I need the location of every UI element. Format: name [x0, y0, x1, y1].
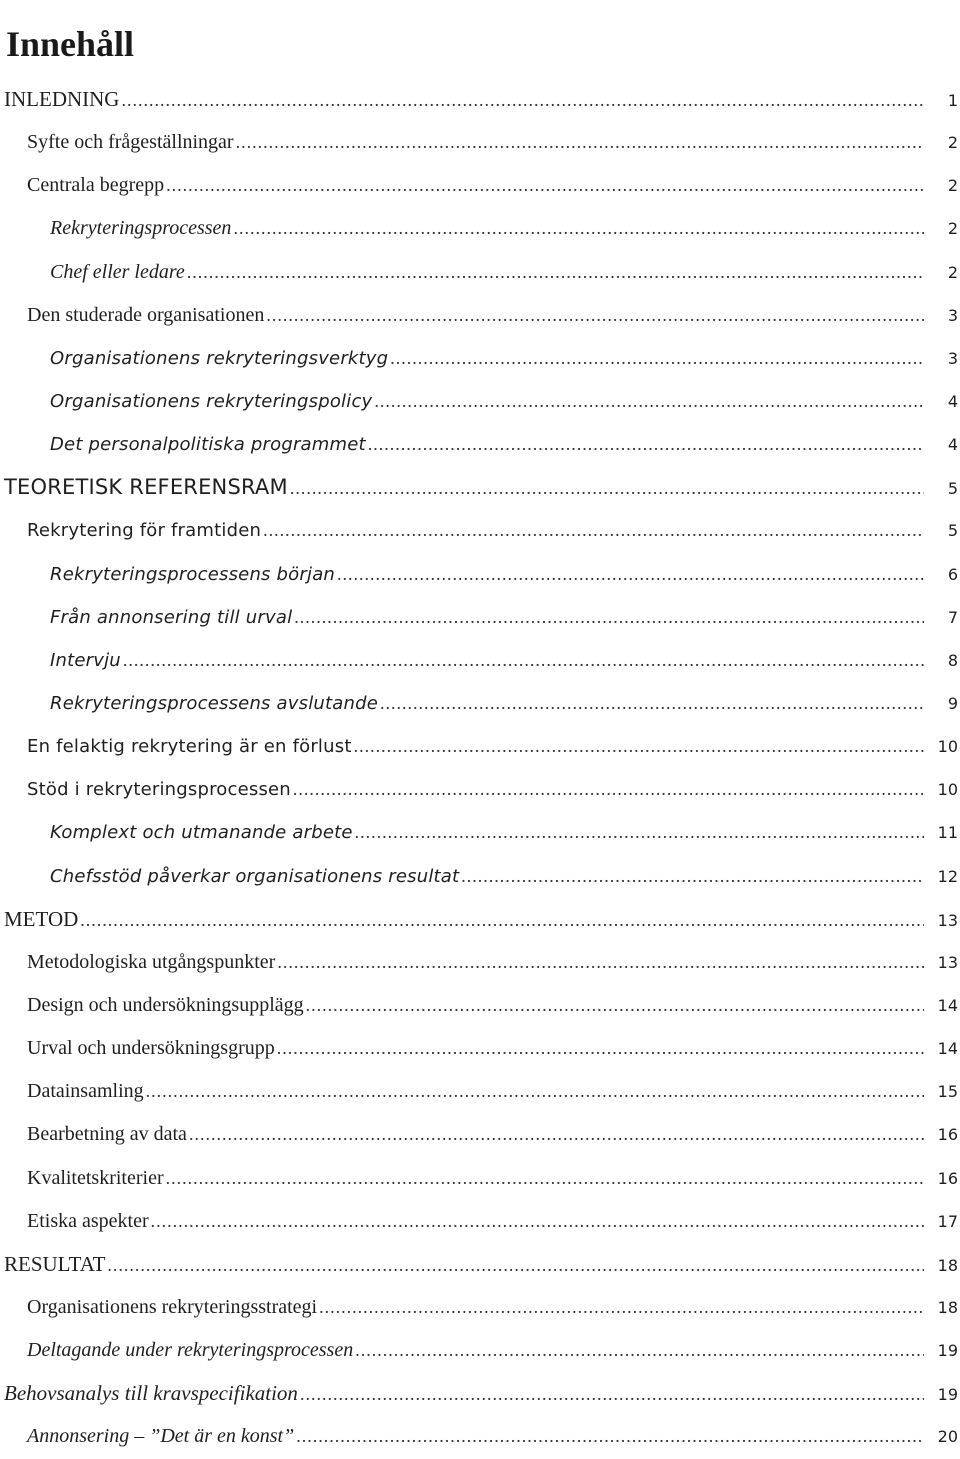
- toc-entry-title: Stöd i rekryteringsprocessen: [27, 779, 291, 801]
- toc-page-number: 16: [937, 1168, 958, 1188]
- toc-dot-leader: [294, 596, 924, 639]
- toc-page-number: 7: [947, 607, 958, 627]
- toc-dot-leader: [355, 1329, 924, 1372]
- toc-page-number: 2: [947, 262, 958, 282]
- toc-dot-leader: [166, 1157, 924, 1200]
- toc-entry[interactable]: [0, 898, 960, 941]
- toc-entry[interactable]: [0, 294, 960, 337]
- toc-dot-leader: [319, 1286, 924, 1329]
- toc-entry[interactable]: [0, 1286, 960, 1329]
- toc-dot-leader: [374, 380, 924, 423]
- toc-dot-leader: [166, 164, 924, 207]
- toc-entry[interactable]: [0, 251, 960, 294]
- toc-entry-title: Organisationens rekryteringspolicy: [50, 390, 373, 412]
- toc-page-number: 3: [947, 305, 958, 325]
- toc-dot-leader: [461, 855, 924, 898]
- toc-dot-leader: [354, 725, 924, 768]
- toc-page-number: 5: [947, 479, 958, 499]
- toc-page-number: 5: [947, 521, 958, 541]
- toc-dot-leader: [290, 467, 924, 510]
- toc-dot-leader: [236, 121, 924, 164]
- toc-entry[interactable]: [0, 1243, 960, 1286]
- toc-page-number: 14: [937, 995, 958, 1015]
- toc-dot-leader: [151, 1200, 924, 1243]
- toc-entry-title: Organisationens rekryteringsstrategi: [27, 1295, 318, 1318]
- toc-dot-leader: [266, 294, 924, 337]
- toc-page-number: 16: [937, 1125, 958, 1145]
- toc-entry[interactable]: [0, 639, 960, 682]
- toc-entry-title: Syfte och frågeställningar: [27, 131, 234, 154]
- toc-page-number: 12: [937, 866, 958, 886]
- toc-entry[interactable]: [0, 380, 960, 423]
- toc-entry-title: Centrala begrepp: [27, 174, 165, 197]
- toc-entry[interactable]: [0, 1329, 960, 1372]
- toc-entry[interactable]: [0, 1113, 960, 1156]
- toc-page-number: 13: [937, 952, 958, 972]
- toc-page-number: 2: [947, 219, 958, 239]
- toc-entry[interactable]: [0, 553, 960, 596]
- toc-dot-leader: [296, 1415, 924, 1458]
- toc-dot-leader: [277, 1027, 924, 1070]
- page-title: Innehåll: [6, 24, 135, 65]
- toc-page-number: 13: [937, 910, 958, 930]
- toc-entry[interactable]: [0, 509, 960, 552]
- toc-entry[interactable]: [0, 725, 960, 768]
- toc-dot-leader: [390, 337, 924, 380]
- toc-entry-title: Deltagande under rekryteringsprocessen: [27, 1339, 354, 1362]
- toc-page-number: 9: [947, 693, 958, 713]
- toc-entry[interactable]: [0, 855, 960, 898]
- toc-entry[interactable]: [0, 121, 960, 164]
- toc-entry-title: INLEDNING: [4, 87, 120, 111]
- toc-page-number: 10: [937, 737, 958, 757]
- toc-entry[interactable]: [0, 207, 960, 250]
- toc-dot-leader: [80, 899, 924, 942]
- toc-entry-title: Kvalitetskriterier: [27, 1166, 164, 1189]
- toc-dot-leader: [368, 423, 924, 466]
- toc-dot-leader: [300, 1373, 924, 1416]
- toc-page-number: 19: [937, 1385, 958, 1405]
- toc-entry-title: Intervju: [50, 649, 121, 671]
- toc-entry-title: Metodologiska utgångspunkter: [27, 950, 276, 973]
- toc-entry[interactable]: [0, 1027, 960, 1070]
- toc-page-number: 2: [947, 133, 958, 153]
- toc-dot-leader: [107, 1244, 924, 1287]
- toc-page-number: 18: [937, 1255, 958, 1275]
- toc-page-number: 15: [937, 1082, 958, 1102]
- toc-entry[interactable]: [0, 811, 960, 854]
- toc-dot-leader: [233, 207, 924, 250]
- toc-entry[interactable]: [0, 1415, 960, 1458]
- toc-entry[interactable]: [0, 984, 960, 1027]
- toc-dot-leader: [187, 251, 924, 294]
- toc-entry-title: Urval och undersökningsgrupp: [27, 1037, 275, 1060]
- toc-entry-title: Rekryteringsprocessens början: [50, 563, 336, 585]
- toc-entry-title: Rekryteringsprocessen: [50, 217, 232, 240]
- toc-dot-leader: [337, 553, 924, 596]
- toc-dot-leader: [277, 941, 924, 984]
- toc-dot-leader: [189, 1113, 924, 1156]
- toc-entry[interactable]: [0, 682, 960, 725]
- toc-entry[interactable]: [0, 1070, 960, 1113]
- toc-entry-title: METOD: [4, 906, 79, 931]
- toc-entry[interactable]: [0, 596, 960, 639]
- toc-entry-title: Det personalpolitiska programmet: [50, 434, 366, 456]
- table-of-contents: [0, 78, 960, 1459]
- toc-page-number: 1: [947, 91, 958, 110]
- toc-entry[interactable]: [0, 423, 960, 466]
- toc-dot-leader: [306, 984, 924, 1027]
- toc-entry[interactable]: [0, 337, 960, 380]
- toc-entry-title: Komplext och utmanande arbete: [50, 822, 353, 844]
- toc-entry-title: Annonsering – ”Det är en konst”: [27, 1425, 295, 1448]
- toc-entry-title: Rekryteringsprocessens avslutande: [50, 692, 379, 714]
- toc-dot-leader: [146, 1070, 924, 1113]
- toc-entry[interactable]: [0, 1157, 960, 1200]
- toc-entry-title: En felaktig rekrytering är en förlust: [27, 736, 352, 758]
- toc-entry-title: TEORETISK REFERENSRAM: [4, 475, 288, 500]
- toc-entry-title: RESULTAT: [4, 1251, 106, 1276]
- toc-dot-leader: [123, 639, 924, 682]
- toc-page-number: 4: [947, 435, 958, 455]
- toc-entry[interactable]: [0, 768, 960, 811]
- toc-dot-leader: [121, 79, 924, 122]
- toc-page-number: 2: [947, 176, 958, 196]
- toc-page-number: 4: [947, 391, 958, 411]
- toc-entry[interactable]: [0, 1200, 960, 1243]
- toc-page-number: 11: [937, 823, 958, 843]
- toc-page-number: 10: [937, 780, 958, 800]
- toc-page-number: 14: [937, 1039, 958, 1059]
- toc-entry[interactable]: [0, 1372, 960, 1415]
- toc-entry-title: Bearbetning av data: [27, 1123, 187, 1146]
- toc-page-number: 3: [947, 348, 958, 368]
- toc-page-number: 20: [937, 1427, 958, 1447]
- toc-dot-leader: [263, 509, 924, 552]
- toc-entry-title: Behovsanalys till kravspecifikation: [4, 1381, 298, 1406]
- toc-page-number: 19: [937, 1341, 958, 1361]
- toc-entry[interactable]: [0, 164, 960, 207]
- toc-page-number: 6: [947, 564, 958, 584]
- toc-entry-title: Organisationens rekryteringsverktyg: [50, 347, 389, 369]
- toc-entry-title: Etiska aspekter: [27, 1209, 149, 1232]
- toc-entry-title: Chefsstöd påverkar organisationens resultat: [50, 865, 460, 887]
- toc-dot-leader: [293, 768, 924, 811]
- toc-entry-title: Design och undersökningsupplägg: [27, 993, 304, 1016]
- toc-entry-title: Från annonsering till urval: [50, 606, 293, 628]
- toc-entry[interactable]: [0, 941, 960, 984]
- toc-entry-title: Datainsamling: [27, 1080, 144, 1103]
- toc-entry-title: Den studerade organisationen: [27, 303, 265, 326]
- toc-page-number: 18: [937, 1297, 958, 1317]
- toc-dot-leader: [355, 811, 924, 854]
- toc-entry[interactable]: [0, 78, 960, 121]
- toc-dot-leader: [380, 682, 924, 725]
- toc-entry-title: Rekrytering för framtiden: [27, 520, 262, 542]
- toc-page-number: 17: [937, 1211, 958, 1231]
- toc-entry[interactable]: [0, 466, 960, 509]
- toc-page-number: 8: [947, 650, 958, 670]
- toc-entry-title: Chef eller ledare: [50, 260, 185, 283]
